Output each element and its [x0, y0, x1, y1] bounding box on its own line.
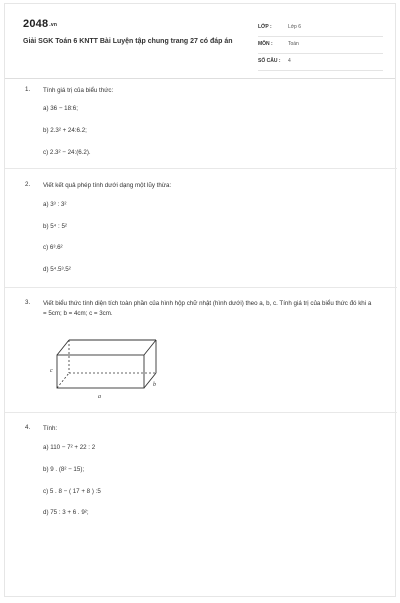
meta-row-count [258, 54, 383, 71]
question-item: a) 36 − 18:6; [43, 105, 78, 112]
meta-value: 4 [288, 58, 291, 64]
meta-row-subject [258, 37, 383, 54]
meta-label: LỚP : [258, 24, 272, 30]
question-number: 3. [25, 299, 31, 306]
label-b: b [153, 382, 156, 388]
question-item: d) 5⁴.5³.5² [43, 266, 71, 273]
question-number: 2. [25, 181, 31, 188]
question-text: Viết kết quả phép tính dưới dạng một lũy thừa: [43, 182, 172, 189]
question-item: a) 3³ : 3² [43, 201, 67, 208]
question-item: b) 9 . (8² − 15); [43, 466, 85, 473]
question-number: 4. [25, 424, 31, 431]
label-c: c [50, 368, 53, 374]
question-item: d) 75 : 3 + 6 . 9²; [43, 509, 89, 516]
meta-value: Lớp 6 [288, 24, 302, 30]
divider [5, 168, 397, 169]
question-text: Tính giá trị của biểu thức: [43, 87, 114, 94]
question-item: c) 6³.6² [43, 244, 63, 251]
document-page [4, 3, 396, 597]
question-item: b) 5⁴ : 5² [43, 223, 67, 230]
meta-label: MÔN : [258, 41, 273, 47]
question-number: 1. [25, 86, 31, 93]
question-item: c) 5 . 8 − ( 17 + 8 ) :5 [43, 488, 101, 495]
divider [5, 412, 397, 413]
meta-value: Toán [288, 41, 299, 47]
meta-label: SỐ CÂU : [258, 58, 281, 64]
question-item: b) 2.3² + 24:6.2; [43, 127, 87, 134]
question-item: c) 2.3² − 24:(6.2). [43, 149, 91, 156]
question-text: Viết biểu thức tính diện tích toàn phần của hình hộp chữ nhật (hình dưới) theo a, b, c. Tính giá trị của biểu thức đó khi a = 5cm; b = 4cm; c = 3cm. [43, 300, 372, 317]
label-a: a [98, 394, 101, 400]
question-text: Tính: [43, 425, 58, 432]
site-logo[interactable]: 2048.vn [23, 18, 58, 30]
divider [5, 287, 397, 288]
question-item: a) 110 − 7² + 22 : 2 [43, 444, 96, 451]
meta-row-class [258, 20, 383, 37]
document-header [5, 4, 395, 79]
document-title: Giải SGK Toán 6 KNTT Bài Luyện tập chung trang 27 có đáp án [23, 38, 233, 45]
rectangular-box-figure [45, 332, 175, 404]
meta-table [258, 20, 383, 71]
